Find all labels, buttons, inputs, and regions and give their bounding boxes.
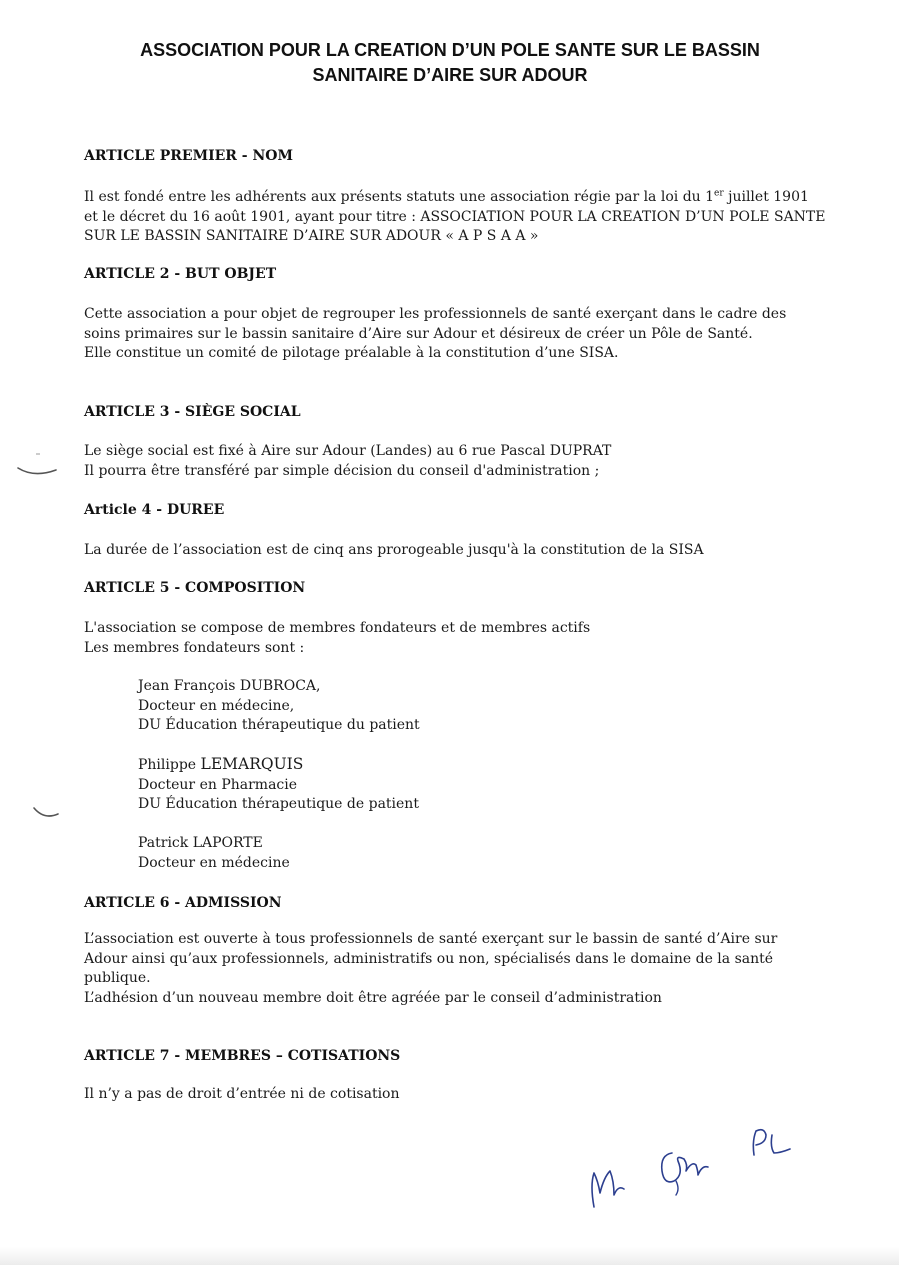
article-1-line-1-end: juillet 1901	[723, 189, 809, 205]
article-6-line-4: L’adhésion d’un nouveau membre doit être agréée par le conseil d’administration	[84, 989, 662, 1006]
article-1-line-1	[84, 188, 814, 208]
article-5-line-1: L'association se compose de membres fondateurs et de membres actifs	[84, 620, 591, 636]
article-7-body	[84, 1085, 814, 1105]
article-7-line-1: Il n’y a pas de droit d’entrée ni de cotisation	[84, 1086, 400, 1102]
handwritten-initials-icon	[580, 1115, 810, 1225]
article-1-line-1-text: Il est fondé entre les adhérents aux présents statuts une association régie par la loi du 1	[84, 189, 715, 205]
article-6-body	[84, 930, 814, 1008]
article-2-line-1: Cette association a pour objet de regrouper les professionnels de santé exerçant dans le cadre des	[84, 306, 787, 322]
founder-last-name: LEMARQUIS	[200, 755, 304, 773]
founder-title: Docteur en Pharmacie	[138, 776, 298, 793]
article-5-line-2: Les membres fondateurs sont :	[84, 639, 305, 656]
article-3-body	[84, 442, 814, 481]
founder-title: Docteur en médecine	[138, 854, 290, 871]
founder-qualification: DU Éducation thérapeutique de patient	[138, 796, 419, 812]
pencil-arc-mark-icon	[14, 448, 60, 484]
article-7-heading: ARTICLE 7 - MEMBRES – COTISATIONS	[84, 1048, 401, 1064]
founder-title: Docteur en médecine,	[138, 697, 295, 714]
article-6-line-1: L’association est ouverte à tous professionnels de santé exerçant sur le bassin de santé d’Aire sur	[84, 931, 778, 947]
article-4-line-1: La durée de l’association est de cinq ans prorogeable jusqu'à la constitution de la SISA	[84, 542, 704, 558]
article-1-line-3: SUR LE BASSIN SANITAIRE D’AIRE SUR ADOUR « A P S A A »	[84, 228, 539, 244]
pencil-arc-mark-icon	[30, 800, 62, 824]
founder-member-2	[138, 755, 419, 815]
article-5-heading: ARTICLE 5 - COMPOSITION	[84, 580, 306, 596]
article-5-body	[84, 619, 814, 658]
founder-name: Jean François DUBROCA,	[138, 678, 321, 694]
article-1-line-2: et le décret du 16 août 1901, ayant pour titre : ASSOCIATION POUR LA CREATION D’UN POLE SANTE	[84, 208, 826, 225]
article-3-heading: ARTICLE 3 - SIÈGE SOCIAL	[84, 404, 301, 420]
founder-member-3	[138, 834, 290, 873]
document-title-line-2: SANITAIRE D’AIRE SUR ADOUR	[312, 65, 588, 85]
article-2-line-3: Elle constitue un comité de pilotage préalable à la constitution d’une SISA.	[84, 345, 619, 361]
article-6-line-3: publique.	[84, 970, 151, 986]
founder-member-1	[138, 677, 420, 736]
article-2-line-2: soins primaires sur le bassin sanitaire d’Aire sur Adour et désireux de créer un Pôle de Santé.	[84, 325, 753, 342]
document-title-line-1: ASSOCIATION POUR LA CREATION D’UN POLE SANTE SUR LE BASSIN	[140, 40, 760, 60]
article-2-heading: ARTICLE 2 - BUT OBJET	[84, 266, 277, 282]
founder-name	[138, 755, 419, 776]
founder-first-name: Philippe	[138, 757, 201, 773]
founder-qualification: DU Éducation thérapeutique du patient	[138, 717, 420, 733]
article-4-heading: Article 4 - DUREE	[84, 502, 225, 518]
article-3-line-2: Il pourra être transféré par simple décision du conseil d'administration ;	[84, 462, 600, 479]
founder-name: Patrick LAPORTE	[138, 835, 263, 851]
article-2-body	[84, 305, 814, 364]
article-1-superscript: er	[714, 188, 724, 199]
article-4-body	[84, 541, 814, 561]
article-6-line-2: Adour ainsi qu’aux professionnels, administratifs ou non, spécialisés dans le domaine de la santé	[84, 950, 774, 967]
article-6-heading: ARTICLE 6 - ADMISSION	[84, 895, 282, 911]
article-1-heading: ARTICLE PREMIER - NOM	[84, 148, 293, 164]
article-3-line-1: Le siège social est fixé à Aire sur Adour (Landes) au 6 rue Pascal DUPRAT	[84, 443, 612, 459]
article-1-body	[84, 188, 826, 247]
scan-bottom-shadow	[0, 1247, 899, 1265]
